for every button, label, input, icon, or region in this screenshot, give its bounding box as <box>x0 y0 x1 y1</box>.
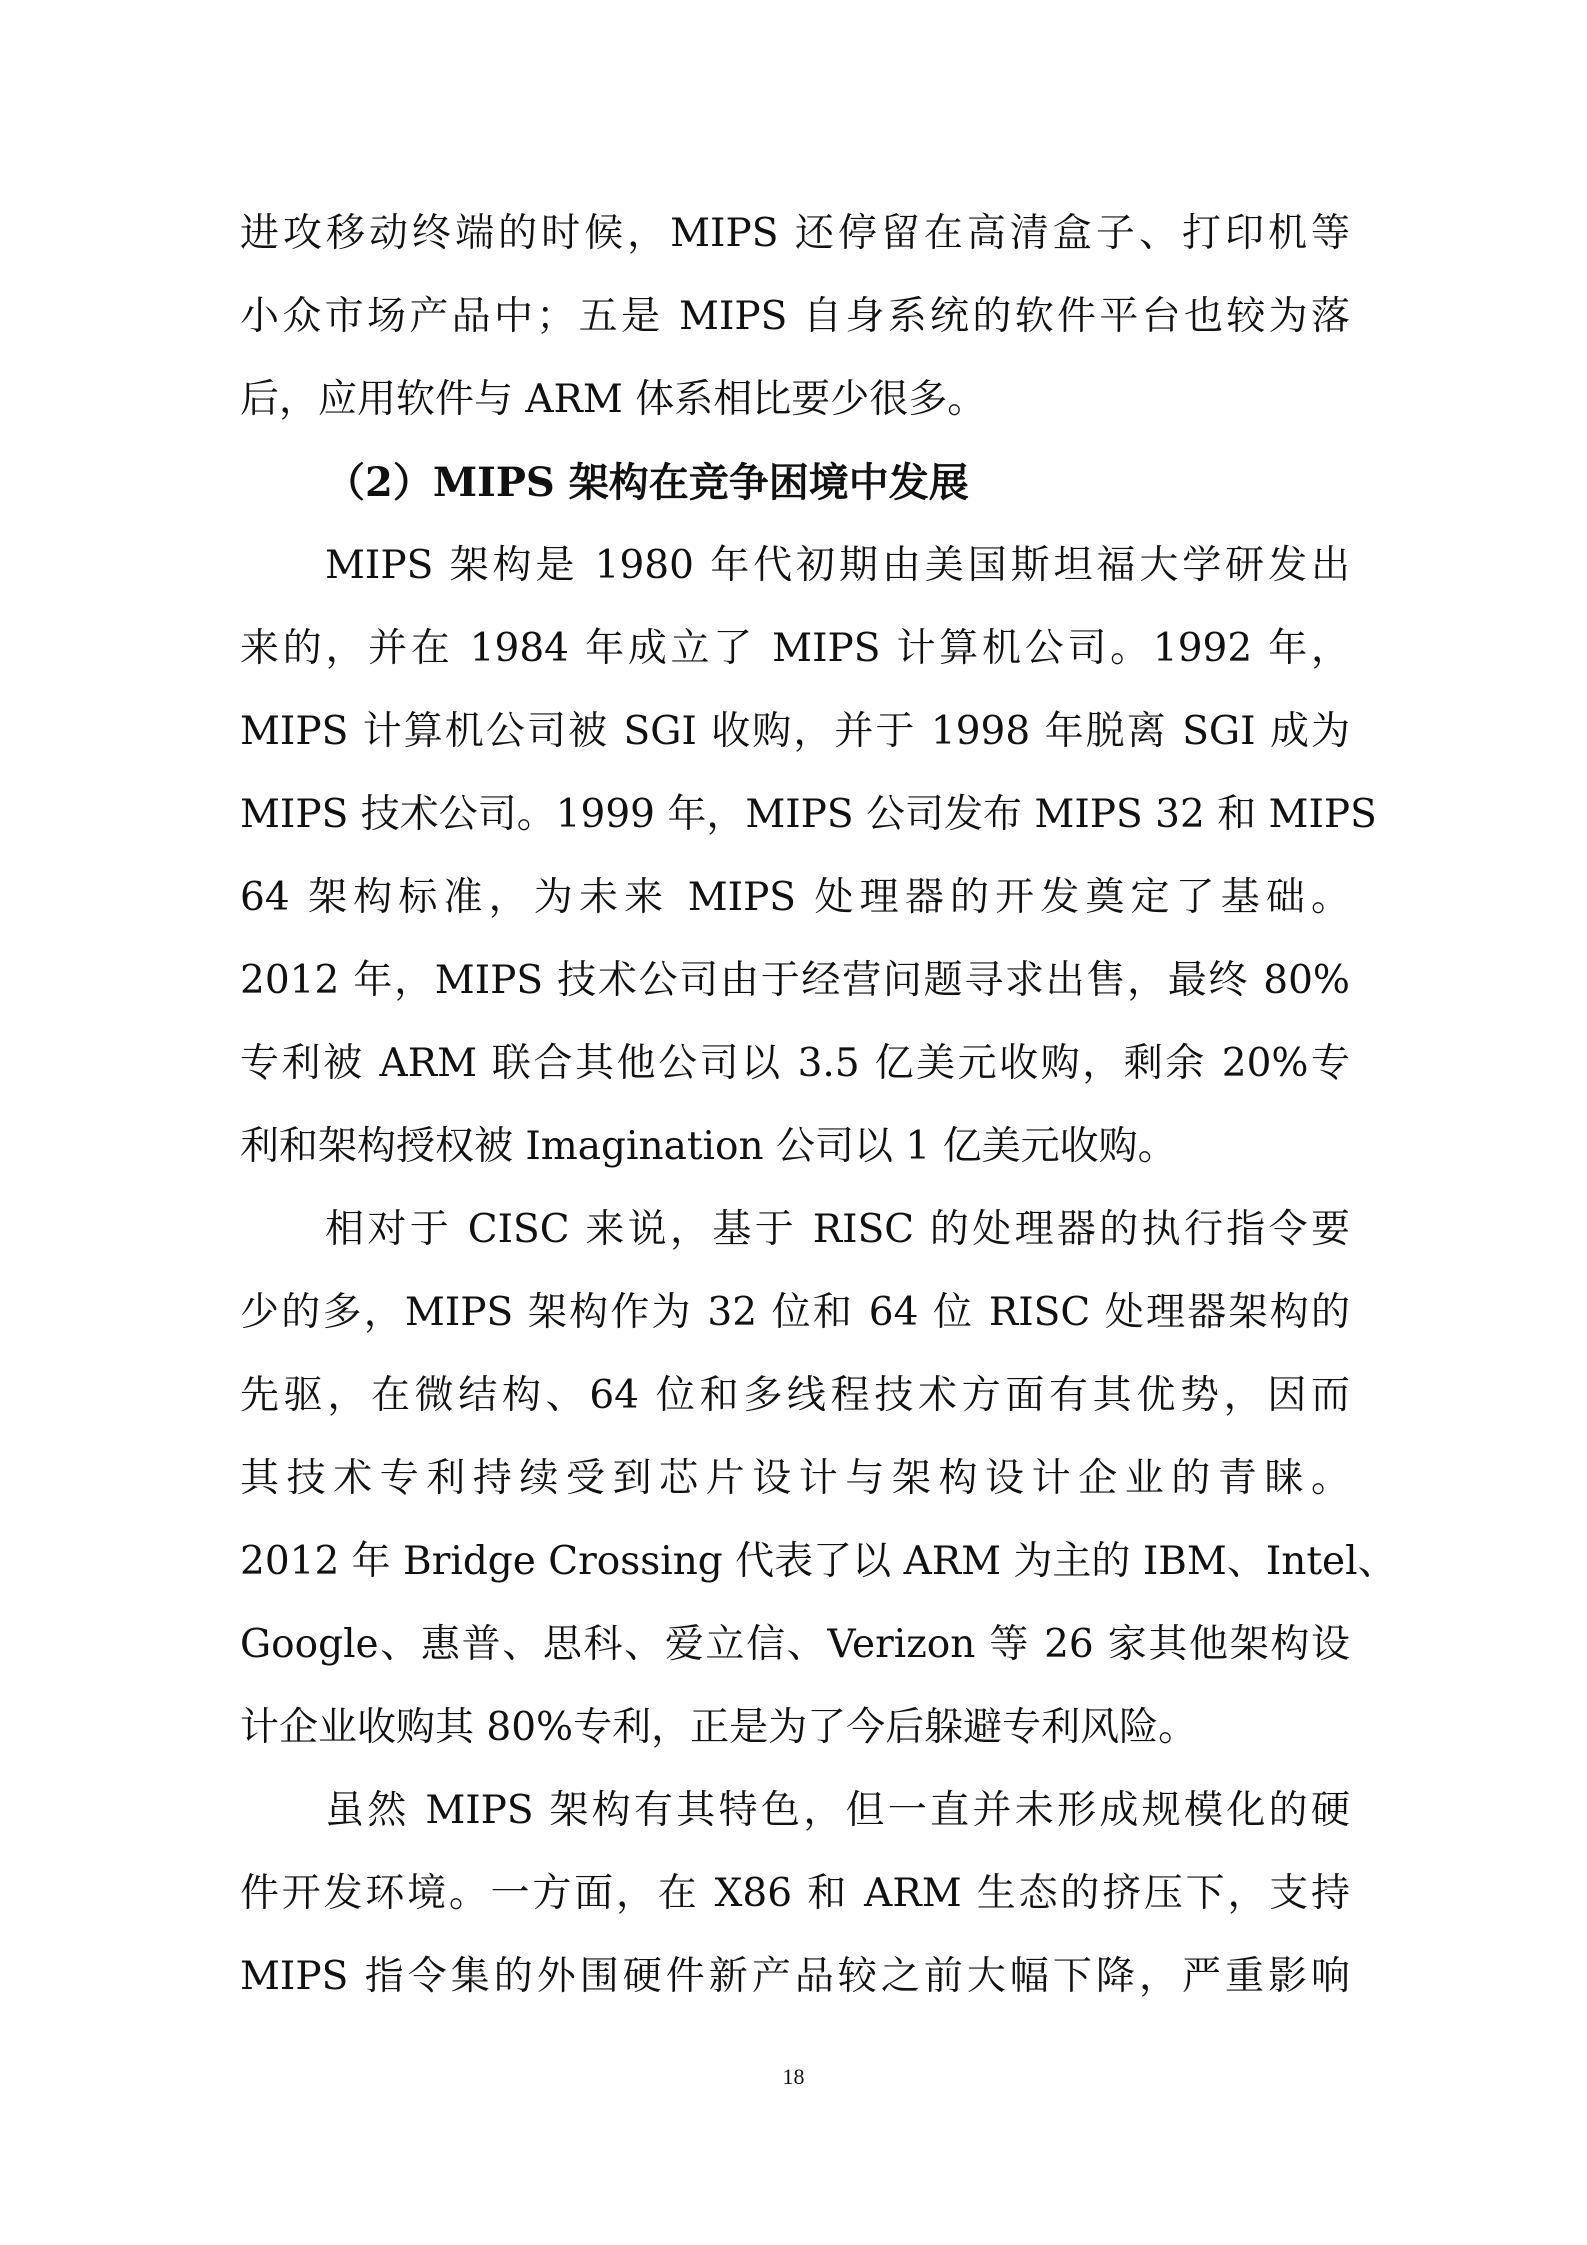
body-text-line: 2012 年，MIPS 技术公司由于经营问题寻求出售，最终 80% <box>240 958 1350 1003</box>
body-text-line: MIPS 架构是 1980 年代初期由美国斯坦福大学研发出 <box>325 543 1350 588</box>
body-text-line: 件开发环境。一方面，在 X86 和 ARM 生态的挤压下，支持 <box>240 1871 1350 1916</box>
page-number: 18 <box>782 2064 805 2089</box>
body-text-line: MIPS 技术公司。1999 年，MIPS 公司发布 MIPS 32 和 MIPS <box>240 792 1377 837</box>
body-text-line: 少的多，MIPS 架构作为 32 位和 64 位 RISC 处理器架构的 <box>240 1290 1350 1335</box>
body-text-line: 利和架构授权被 Imagination 公司以 1 亿美元收购。 <box>240 1124 1177 1169</box>
body-text-line: 后，应用软件与 ARM 体系相比要少很多。 <box>240 377 987 422</box>
body-text-line: 2012 年 Bridge Crossing 代表了以 ARM 为主的 IBM、Intel、 <box>240 1539 1397 1584</box>
body-text-line: 其技术专利持续受到芯片设计与架构设计企业的青睐。 <box>240 1456 1350 1501</box>
body-text-line: 64 架构标准，为未来 MIPS 处理器的开发奠定了基础。 <box>240 875 1350 920</box>
body-text-line: 进攻移动终端的时候，MIPS 还停留在高清盒子、打印机等 <box>240 211 1350 256</box>
section-heading: （2）MIPS 架构在竞争困境中发展 <box>325 459 969 506</box>
body-text-line: Google、惠普、思科、爱立信、Verizon 等 26 家其他架构设 <box>240 1622 1350 1667</box>
body-text-line: 虽然 MIPS 架构有其特色，但一直并未形成规模化的硬 <box>325 1788 1350 1833</box>
body-text-line: 来的，并在 1984 年成立了 MIPS 计算机公司。1992 年， <box>240 626 1350 671</box>
body-text-line: 计企业收购其 80%专利，正是为了今后躲避专利风险。 <box>240 1705 1198 1750</box>
body-text-line: MIPS 计算机公司被 SGI 收购，并于 1998 年脱离 SGI 成为 <box>240 709 1350 754</box>
body-text-line: 小众市场产品中；五是 MIPS 自身系统的软件平台也较为落 <box>240 294 1350 339</box>
body-text-line: 先驱，在微结构、64 位和多线程技术方面有其优势，因而 <box>240 1373 1350 1418</box>
body-text-line: 相对于 CISC 来说，基于 RISC 的处理器的执行指令要 <box>325 1207 1350 1252</box>
body-text-line: 专利被 ARM 联合其他公司以 3.5 亿美元收购，剩余 20%专 <box>240 1041 1350 1086</box>
body-text-line: MIPS 指令集的外围硬件新产品较之前大幅下降，严重影响 <box>240 1954 1350 1999</box>
